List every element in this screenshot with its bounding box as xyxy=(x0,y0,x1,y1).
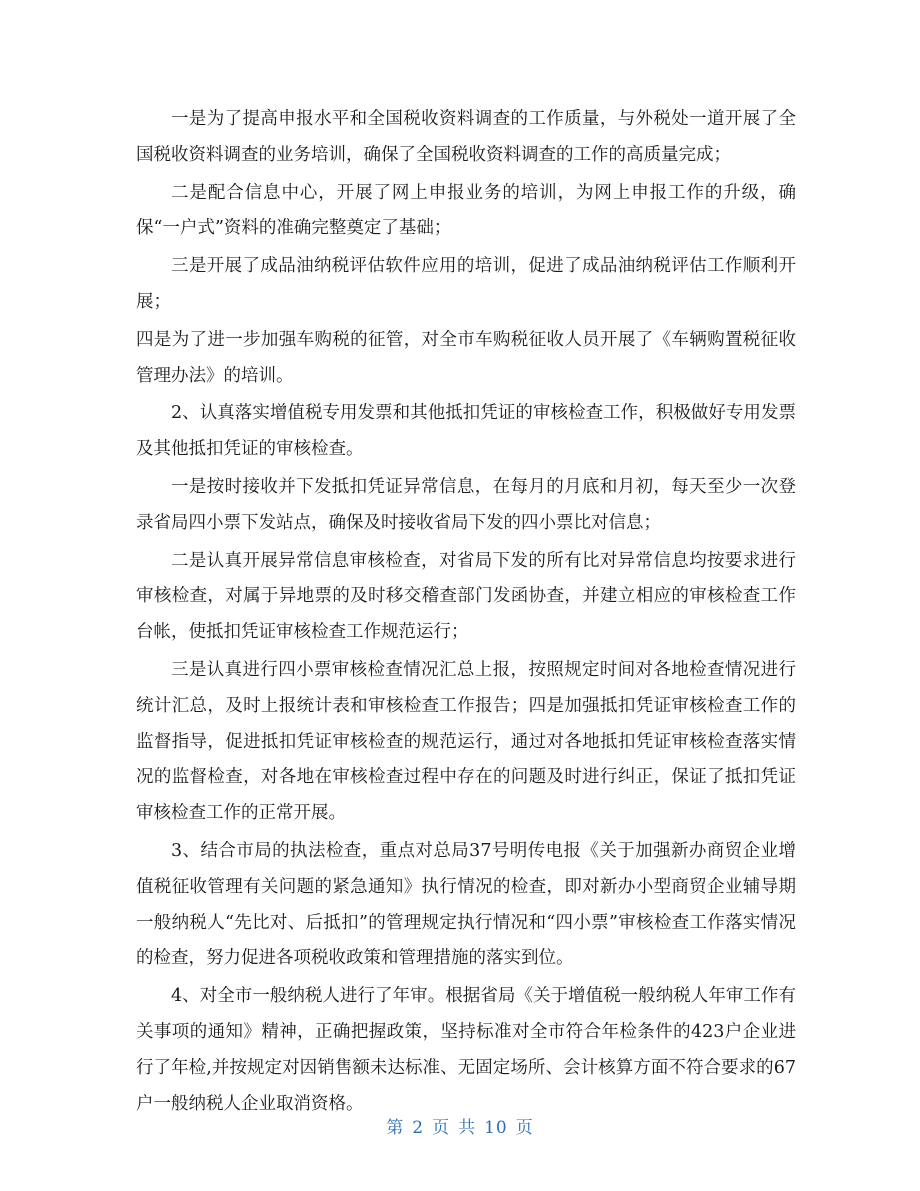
paragraph-1: 一是为了提高申报水平和全国税收资料调查的工作质量，与外税处一道开展了全国税收资料调查的业务培训，确保了全国税收资料调查的工作的高质量完成； xyxy=(136,109,796,165)
footer-total-pages: 10 xyxy=(484,1118,508,1138)
paragraph-10: 4、对全市一般纳税人进行了年审。根据省局《关于增值税一般纳税人年审工作有关事项的通知》精神，正确把握政策，坚持标准对全市符合年检条件的423户企业进行了年检,并按规定对因销售额未达标准、无固定场所、会计核算方面不符合要求的67户一般纳税人企业取消资格。 xyxy=(136,986,796,1114)
paragraph-2: 二是配合信息中心，开展了网上申报业务的培训，为网上申报工作的升级，确保“一户式”资料的准确完整奠定了基础； xyxy=(136,182,796,239)
paragraph-9: 3、结合市局的执法检查，重点对总局37号明传电报《关于加强新办商贸企业增值税征收管理有关问题的紧急通知》执行情况的检查，即对新办小型商贸企业辅导期一般纳税人“先比对、后抵扣”的管理规定执行情况和“四小票”审核检查工作落实情况的检查，努力促进各项税收政策和管理措施的落实到位。 xyxy=(136,840,796,969)
paragraph-7: 二是认真开展异常信息审核检查，对省局下发的所有比对异常信息均按要求进行审核检查，对属于异地票的及时移交稽查部门发函协查，并建立相应的审核检查工作台帐，使抵扣凭证审核检查工作规范运行； xyxy=(136,550,796,643)
document-body xyxy=(136,102,796,1124)
paragraph-6: 一是按时接收并下发抵扣凭证异常信息，在每月的月底和月初，每天至少一次登录省局四小票下发站点，确保及时接收省局下发的四小票比对信息； xyxy=(136,476,796,533)
page-footer xyxy=(0,1113,920,1138)
paragraph-3: 三是开展了成品油纳税评估软件应用的培训，促进了成品油纳税评估工作顺利开展； xyxy=(136,256,796,312)
footer-page-word: 页 xyxy=(432,1118,451,1138)
footer-total-word: 页 xyxy=(515,1118,534,1138)
paragraph-5: 2、认真落实增值税专用发票和其他抵扣凭证的审核检查工作，积极做好专用发票及其他抵扣凭证的审核检查。 xyxy=(136,403,796,460)
paragraph-8: 三是认真进行四小票审核检查情况汇总上报，按照规定时间对各地检查情况进行统计汇总，及时上报统计表和审核检查工作报告；四是加强抵扣凭证审核检查工作的监督指导，促进抵扣凭证审核检查的规范运行，通过对各地抵扣凭证审核检查落实情况的监督检查，对各地在审核检查过程中存在的问题及时进行纠正，保证了抵扣凭证审核检查工作的正常开展。 xyxy=(136,659,796,824)
footer-page-number: 2 xyxy=(412,1118,425,1138)
footer-total-prefix: 共 xyxy=(458,1118,477,1138)
paragraph-4: 四是为了进一步加强车购税的征管，对全市车购税征收人员开展了《车辆购置税征收管理办法》的培训。 xyxy=(136,329,796,386)
footer-prefix: 第 xyxy=(386,1118,405,1138)
